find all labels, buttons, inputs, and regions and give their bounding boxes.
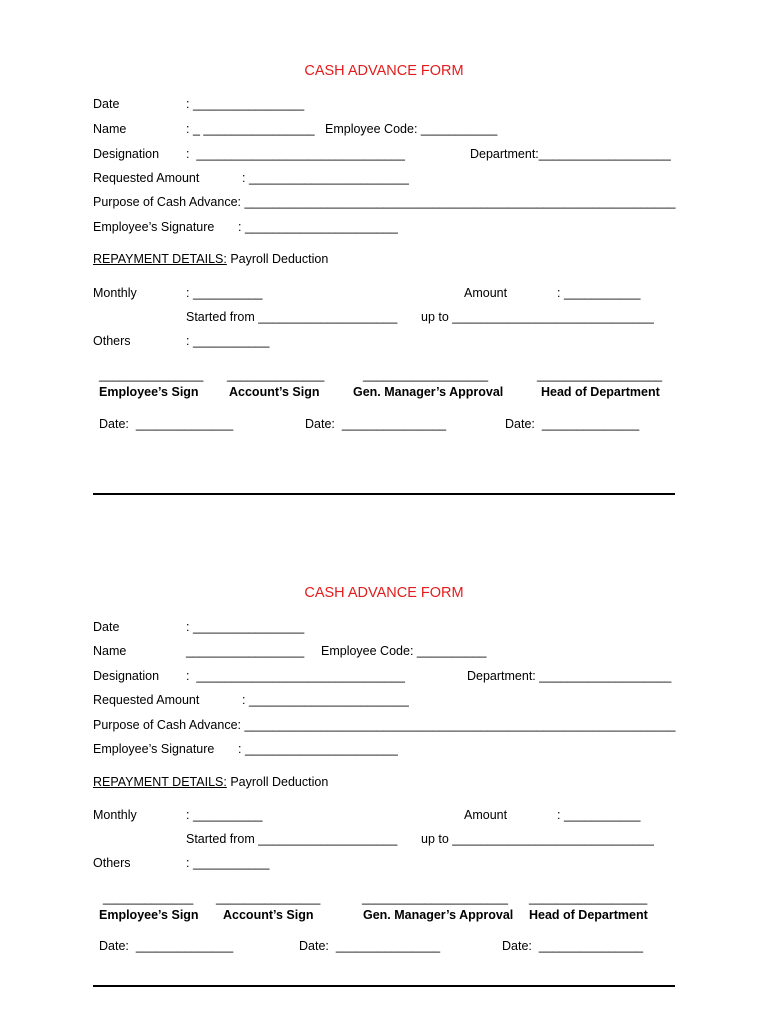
repayment-method: Payroll Deduction: [230, 775, 329, 789]
cash-advance-form-1: [0, 0, 768, 500]
department-field[interactable]: Department: ___________________: [467, 669, 672, 683]
up-to-field[interactable]: up to _____________________________: [421, 310, 654, 324]
date-field[interactable]: : ________________: [186, 97, 305, 111]
repayment-heading: REPAYMENT DETAILS:: [93, 775, 227, 789]
repayment-heading: REPAYMENT DETAILS:: [93, 252, 227, 266]
separator-rule: [93, 985, 675, 987]
repayment-method: Payroll Deduction: [230, 252, 329, 266]
date-line-3[interactable]: Date: _______________: [502, 939, 644, 953]
name-label: Name: [93, 644, 127, 658]
hod-sign-line[interactable]: __________________: [537, 368, 663, 382]
employee-signature-label: Employee’s Signature: [93, 220, 215, 234]
others-field[interactable]: : ___________: [186, 856, 270, 870]
date-label: Date: [93, 97, 120, 111]
employee-sign-line[interactable]: _____________: [103, 891, 194, 905]
monthly-field[interactable]: : __________: [186, 286, 263, 300]
form-title: CASH ADVANCE FORM: [304, 63, 464, 79]
repayment-details: [93, 252, 328, 266]
gm-approval-label: Gen. Manager’s Approval: [353, 385, 504, 399]
department-field[interactable]: Department:___________________: [470, 147, 671, 161]
date-line-2[interactable]: Date: _______________: [299, 939, 441, 953]
form-title: CASH ADVANCE FORM: [304, 585, 464, 601]
monthly-label: Monthly: [93, 808, 137, 822]
employee-sign-label: Employee’s Sign: [99, 385, 199, 399]
hod-sign-line[interactable]: _________________: [529, 891, 648, 905]
purpose-field[interactable]: Purpose of Cash Advance: ______________________________________________________________: [93, 718, 676, 732]
requested-amount-label: Requested Amount: [93, 693, 200, 707]
designation-field[interactable]: : ______________________________: [186, 147, 405, 161]
requested-amount-field[interactable]: : _______________________: [242, 693, 409, 707]
purpose-field[interactable]: Purpose of Cash Advance: ______________________________________________________________: [93, 195, 676, 209]
designation-label: Designation: [93, 147, 160, 161]
name-label: Name: [93, 122, 127, 136]
others-label: Others: [93, 856, 131, 870]
requested-amount-label: Requested Amount: [93, 171, 200, 185]
employee-code-field[interactable]: Employee Code: __________: [321, 644, 487, 658]
amount-field[interactable]: : ___________: [557, 286, 641, 300]
designation-label: Designation: [93, 669, 160, 683]
up-to-field[interactable]: up to _____________________________: [421, 832, 654, 846]
gm-approval-label: Gen. Manager’s Approval: [363, 908, 514, 922]
employee-code-field[interactable]: Employee Code: ___________: [325, 122, 498, 136]
others-label: Others: [93, 334, 131, 348]
amount-label: Amount: [464, 286, 508, 300]
monthly-label: Monthly: [93, 286, 137, 300]
requested-amount-field[interactable]: : _______________________: [242, 171, 409, 185]
started-from-field[interactable]: Started from ____________________: [186, 310, 398, 324]
employee-signature-field[interactable]: : ______________________: [238, 220, 398, 234]
hod-sign-label: Head of Department: [541, 385, 660, 399]
others-field[interactable]: : ___________: [186, 334, 270, 348]
date-label: Date: [93, 620, 120, 634]
started-from-field[interactable]: Started from ____________________: [186, 832, 398, 846]
employee-sign-label: Employee’s Sign: [99, 908, 199, 922]
date-line-2[interactable]: Date: _______________: [305, 417, 447, 431]
name-field[interactable]: : _ ________________: [186, 122, 315, 136]
date-line-1[interactable]: Date: ______________: [99, 417, 234, 431]
date-line-3[interactable]: Date: ______________: [505, 417, 640, 431]
repayment-details: [93, 775, 328, 789]
account-sign-line[interactable]: ______________: [227, 368, 325, 382]
date-line-1[interactable]: Date: ______________: [99, 939, 234, 953]
account-sign-label: Account’s Sign: [229, 385, 320, 399]
name-field[interactable]: _________________: [186, 644, 305, 658]
account-sign-line[interactable]: _______________: [216, 891, 321, 905]
employee-signature-label: Employee’s Signature: [93, 742, 215, 756]
employee-signature-field[interactable]: : ______________________: [238, 742, 398, 756]
designation-field[interactable]: : ______________________________: [186, 669, 405, 683]
gm-approval-line[interactable]: __________________: [363, 368, 489, 382]
gm-approval-line[interactable]: _____________________: [362, 891, 508, 905]
amount-label: Amount: [464, 808, 508, 822]
separator-rule: [93, 493, 675, 495]
employee-sign-line[interactable]: _______________: [99, 368, 204, 382]
account-sign-label: Account’s Sign: [223, 908, 314, 922]
amount-field[interactable]: : ___________: [557, 808, 641, 822]
hod-sign-label: Head of Department: [529, 908, 648, 922]
monthly-field[interactable]: : __________: [186, 808, 263, 822]
cash-advance-form-2: [0, 522, 768, 1022]
date-field[interactable]: : ________________: [186, 620, 305, 634]
